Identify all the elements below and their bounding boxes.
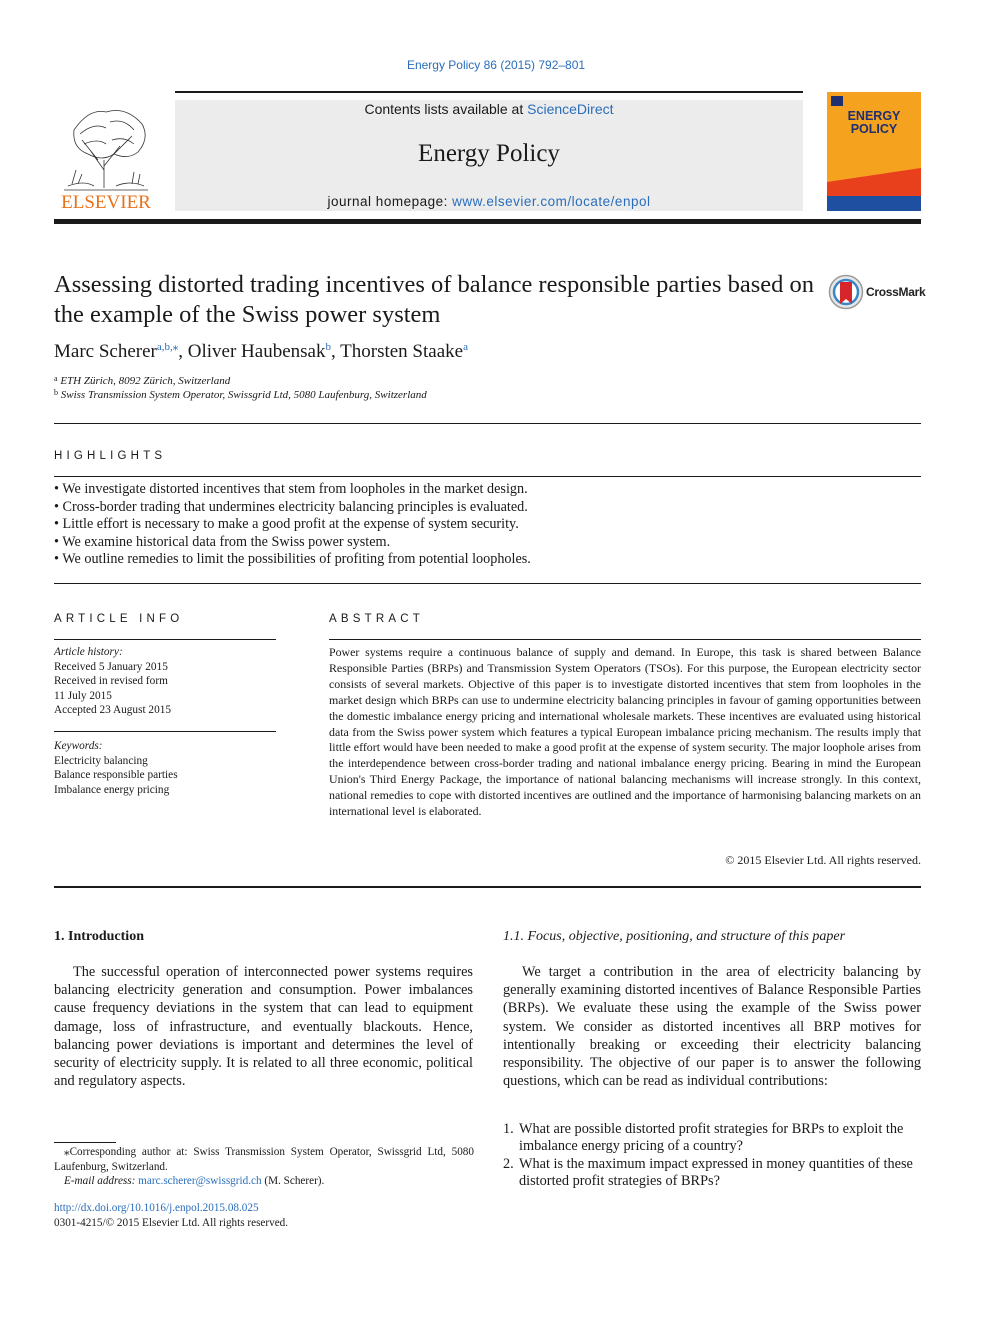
crossmark-label[interactable]: CrossMark [866,285,926,299]
author-affiliation-marks[interactable]: b [325,341,331,353]
author-affiliation-marks[interactable]: a,b,⁎ [156,341,179,353]
keyword: Balance responsible parties [54,769,178,782]
journal-cover-thumbnail[interactable] [827,92,921,211]
introduction-paragraph: The successful operation of interconnected power systems requires balancing electricity generation and consumption. Power imbalances cause frequency deviations in the system that can lead to equipment damage, loss of infrastructure, and eventually blackouts. Hence, balancing power deviations is important and determines the level of security of electricity supply. It is related to all three economic, political and regulatory aspects. [54,964,473,1090]
divider [54,583,921,584]
email-suffix: (M. Scherer). [261,1175,325,1187]
contents-line [175,101,803,117]
article-title: Assessing distorted trading incentives of balance responsible parties based on the example of the Swiss power system [54,271,814,328]
highlight-text: We outline remedies to limit the possibilities of profiting from potential loopholes. [62,551,531,568]
doi-link[interactable]: http://dx.doi.org/10.1016/j.enpol.2015.08.025 [54,1202,259,1214]
journal-homepage-line [175,194,803,209]
history-label: Article history: [54,646,123,658]
abstract-text: Power systems require a continuous balance of supply and demand. In Europe, this task is shared between Balance Responsible Parties (BRPs) and Transmission System Operators (TSOs). For this purpose, the European electricity sector consists of several markets. Objective of this paper is to investigate distorted incentives that stem from loopholes in the market design which BRPs can use to undermine electricity balancing principles in favour of gaming opportunities between the domestic imbalance energy pricing and international wholesale markets. These incentives are evaluated using historical data from the Swiss power system which features a typical European imbalance pricing mechanism. The results imply that little effort would have been needed to make a good profit at the expense of system security. The major loophole arises from the interdependence between cross-border trading and national imbalance energy pricing. Bearing in mind the European Union's Third Energy Package, the importance of national balancing mechanisms will increase strongly. In this context, national remedies to cope with distorted incentives are outlined and the importance of harmonising balancing markets on an international level is elaborated. [329,645,921,819]
homepage-prefix: journal homepage: [327,194,453,209]
cover-title-line-1: ENERGY [847,109,901,123]
corresponding-author-text: ⁎Corresponding author at: Swiss Transmission System Operator, Swissgrid Ltd, 5080 Laufenburg, Switzerland. [54,1146,474,1173]
affiliation [54,374,230,387]
copyright-notice: © 2015 Elsevier Ltd. All rights reserved. [725,853,921,867]
affiliation-text: Swiss Transmission System Operator, Swissgrid Ltd, 5080 Laufenburg, Switzerland [60,389,427,401]
divider [54,731,276,732]
highlight-item: • We outline remedies to limit the possibilities of profiting from potential loopholes. [54,551,531,568]
divider [54,476,921,477]
author-affiliation-marks[interactable]: a [463,341,468,353]
author-separator: , [330,341,341,362]
question-item [503,1121,921,1156]
keyword: Imbalance energy pricing [54,783,170,796]
keywords-label: Keywords: [54,740,103,752]
cover-title-line-2: POLICY [850,122,898,136]
affiliation-text: ETH Zürich, 8092 Zürich, Switzerland [60,375,231,387]
keywords [54,739,276,797]
author-list [54,340,468,363]
question-item [503,1156,921,1191]
highlight-item: • We investigate distorted incentives that stem from loopholes in the market design. [54,481,528,497]
contents-prefix: Contents lists available at [364,101,528,117]
highlight-text: We investigate distorted incentives that stem from loopholes in the market design. [62,481,528,497]
divider [329,639,921,640]
divider [54,639,276,640]
cover-graphic [827,92,921,211]
author-name[interactable]: Oliver Haubensak [187,341,326,362]
article-history [54,645,276,718]
homepage-link[interactable]: www.elsevier.com/locate/enpol [452,194,651,209]
research-questions [503,1121,921,1191]
affiliation [54,388,427,401]
highlight-text: Cross-border trading that undermines electricity balancing principles is evaluated. [62,498,528,515]
journal-citation[interactable]: Energy Policy 86 (2015) 792–801 [406,58,586,72]
highlight-item: • Cross-border trading that undermines electricity balancing principles is evaluated. [54,498,528,515]
divider [54,423,921,424]
highlight-text: We examine historical data from the Swiss power system. [62,533,391,550]
question-text: What are possible distorted profit strategies for BRPs to exploit the imbalance energy pricing of a country? [519,1121,904,1155]
header-thick-rule [54,219,921,224]
highlight-item: • We examine historical data from the Swiss power system. [54,533,391,550]
affiliation-mark: a [54,374,58,383]
email-label: E-mail address: [64,1175,139,1187]
email-link[interactable]: marc.scherer@swissgrid.ch [138,1175,262,1187]
crossmark-icon[interactable] [828,274,864,310]
footnote-rule [54,1142,116,1143]
header-top-rule [175,91,803,93]
author-separator: , [178,341,188,362]
divider [54,886,921,888]
history-line: Received in revised form [54,675,168,688]
subsection-paragraph: We target a contribution in the area of electricity balancing by generally examining distorted incentives of Balance Responsible Parties (BRPs). We evaluate these using the example of the Swiss power system. We consider as distorted incentives all BRP motives for intentionally breaking or exceeding their electricity balancing responsibility. The objective of our paper is to answer the following questions, which can be read as individual contributions: [503,964,921,1090]
question-number: 1. [503,1121,514,1137]
question-number: 2. [503,1155,514,1172]
author-name[interactable]: Thorsten Staake [340,341,464,362]
journal-name: Energy Policy [418,140,560,167]
highlight-text: Little effort is necessary to make a good profit at the expense of system security. [62,516,519,533]
history-line: 11 July 2015 [54,689,112,702]
article-info-heading: ARTICLE INFO [54,613,184,625]
author-name[interactable]: Marc Scherer [54,341,157,362]
issn-line: 0301-4215/© 2015 Elsevier Ltd. All rights reserved. [54,1216,289,1229]
question-text: What is the maximum impact expressed in money quantities of these distorted profit strategies of BRPs? [519,1155,913,1190]
sciencedirect-link[interactable]: ScienceDirect [527,101,614,117]
elsevier-wordmark: ELSEVIER [61,192,151,213]
history-line: Accepted 23 August 2015 [54,704,172,717]
highlights-list [54,481,914,569]
footer-info [54,1201,288,1230]
email-line [54,1174,474,1189]
corresponding-author-footnote [54,1145,474,1189]
affiliation-mark: b [54,388,58,397]
highlight-item: • Little effort is necessary to make a good profit at the expense of system security. [54,516,519,533]
section-title: 1. Introduction [54,929,144,944]
history-line: Received 5 January 2015 [54,660,168,673]
abstract-heading: ABSTRACT [329,613,424,625]
keyword: Electricity balancing [54,754,148,767]
highlights-heading: HIGHLIGHTS [54,450,167,462]
subsection-title: 1.1. Focus, objective, positioning, and structure of this paper [503,929,846,944]
